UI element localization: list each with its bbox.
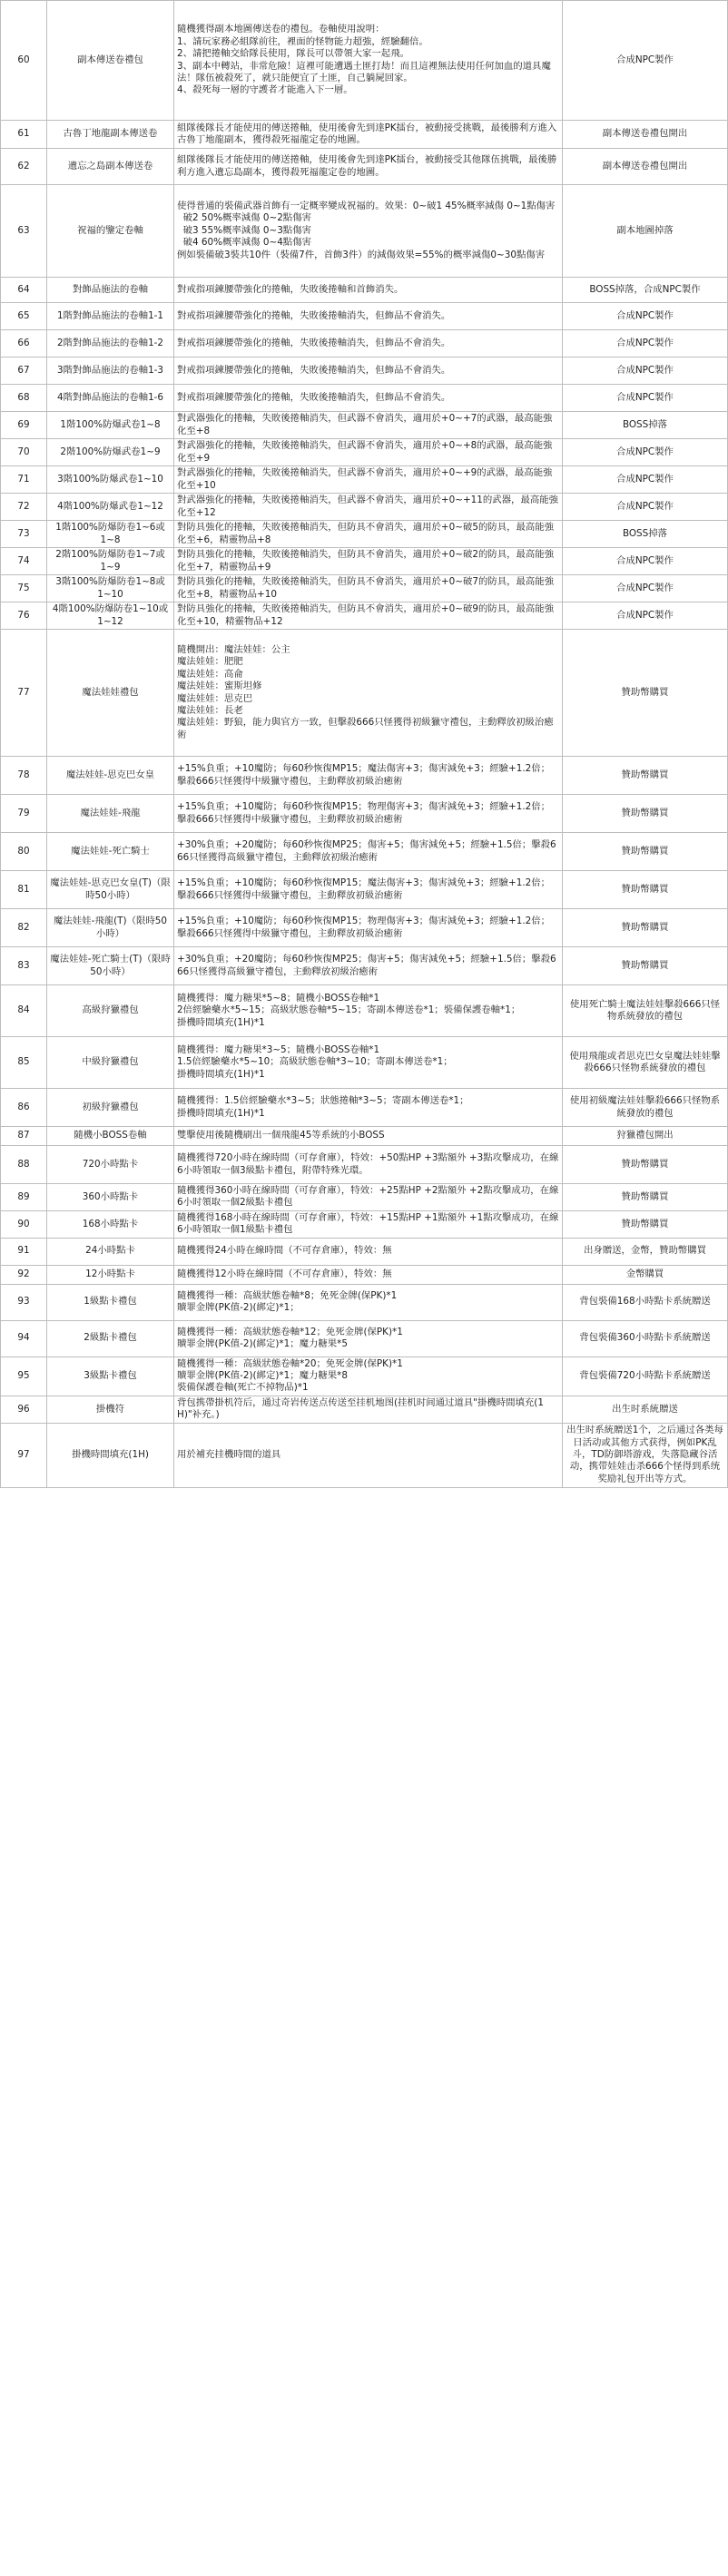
- row-description: 隨機獲得720小時在線時間（可存倉庫），特效：+50點HP +3點額外 +3點攻擊成功，在線6小時領取一個3級點卡禮包，附帶特殊光環。: [174, 1146, 563, 1184]
- row-id: 74: [1, 548, 47, 575]
- table-row: [1, 466, 728, 494]
- table-row: [1, 1357, 728, 1396]
- table-row: [1, 871, 728, 909]
- row-description: 對武器強化的捲軸，失敗後捲軸消失，但武器不會消失，適用於+0~+9的武器，最高能強化至+10: [174, 466, 563, 494]
- row-item-name: 720小時點卡: [47, 1146, 174, 1184]
- row-description: 對武器強化的捲軸，失敗後捲軸消失，但武器不會消失，適用於+0~+11的武器，最高能強化至+12: [174, 494, 563, 521]
- row-id: 92: [1, 1265, 47, 1284]
- row-item-name: 1階對飾品施法的卷軸1-1: [47, 303, 174, 330]
- row-description: 隨機獲得360小時在線時間（可存倉庫），特效：+25點HP +2點額外 +2點攻擊成功，在線6小时領取一個2級點卡禮包: [174, 1184, 563, 1211]
- row-source: 合成NPC製作: [563, 466, 728, 494]
- row-description: +15%負重；+10魔防；每60秒恢復MP15；魔法傷害+3；傷害減免+3；經驗+1.2倍；擊殺666只怪獲得中級獵守禮包，主動釋放初級治癒術: [174, 871, 563, 909]
- row-item-name: 遺忘之島副本傳送卷: [47, 149, 174, 185]
- row-source: 贊助幣購買: [563, 1210, 728, 1238]
- table-row: [1, 521, 728, 548]
- row-item-name: 3級點卡禮包: [47, 1357, 174, 1396]
- row-id: 87: [1, 1127, 47, 1146]
- row-description: 隨機獲得一種：高級狀態卷軸*12；免死金牌(保PK)*1 贖罪金牌(PK值-2)(綁定)*1；魔力糖果*5: [174, 1320, 563, 1357]
- table-row: [1, 1, 728, 121]
- row-description: 隨機獲得一種：高級狀態卷軸*20；免死金牌(保PK)*1 贖罪金牌(PK值-2)(綁定)*1；魔力糖果*8 裝備保護卷軸(死亡不掉物品)*1: [174, 1357, 563, 1396]
- table-row: [1, 1284, 728, 1320]
- row-description: 對戒指項鍊腰帶強化的捲軸，失敗後捲軸消失，但飾品不會消失。: [174, 303, 563, 330]
- row-id: 95: [1, 1357, 47, 1396]
- row-id: 78: [1, 757, 47, 795]
- row-id: 60: [1, 1, 47, 121]
- row-source: 使用飛龍或者思克巴女皇魔法娃娃擊殺666只怪物系統發放的禮包: [563, 1037, 728, 1089]
- row-source: 狩獵禮包開出: [563, 1127, 728, 1146]
- row-description: 雙擊使用後隨機刷出一個飛龍45等系統的小BOSS: [174, 1127, 563, 1146]
- row-description: 對戒指項鍊腰帶強化的捲軸，失敗後捲軸消失，但飾品不會消失。: [174, 385, 563, 412]
- row-id: 70: [1, 439, 47, 466]
- row-source: BOSS掉落，合成NPC製作: [563, 278, 728, 303]
- row-source: 合成NPC製作: [563, 548, 728, 575]
- table-row: [1, 1423, 728, 1487]
- row-item-name: 4階對飾品施法的卷軸1-6: [47, 385, 174, 412]
- row-source: 贊助幣購買: [563, 947, 728, 985]
- row-item-name: 12小時點卡: [47, 1265, 174, 1284]
- row-source: 合成NPC製作: [563, 494, 728, 521]
- row-source: 背包裝備360小時點卡系統贈送: [563, 1320, 728, 1357]
- row-id: 93: [1, 1284, 47, 1320]
- row-description: 背包携帶掛机符后，通过奇岩传送点传送至挂机地图(挂机时间通过道具"掛機時間填充(1H)"补充。): [174, 1396, 563, 1423]
- row-source: BOSS掉落: [563, 412, 728, 439]
- table-row: [1, 1146, 728, 1184]
- row-description: +15%負重；+10魔防；每60秒恢復MP15；魔法傷害+3；傷害減免+3；經驗+1.2倍；擊殺666只怪獲得中級獵守禮包，主動釋放初級治癒術: [174, 757, 563, 795]
- table-row: [1, 985, 728, 1037]
- row-item-name: 魔法娃娃-死亡騎士(T)（限時50小時）: [47, 947, 174, 985]
- row-source: 贊助幣購買: [563, 1146, 728, 1184]
- row-id: 68: [1, 385, 47, 412]
- row-source: 副本傳送卷禮包開出: [563, 149, 728, 185]
- row-item-name: 24小時點卡: [47, 1238, 174, 1265]
- row-item-name: 1階100%防爆防卷1~6或1~8: [47, 521, 174, 548]
- row-item-name: 掛機時間填充(1H): [47, 1423, 174, 1487]
- row-description: 隨機獲得副本地圖傳送卷的禮包。卷軸使用說明： 1、請玩家務必組隊前往，裡面的怪物能力超強，經驗翻倍。 2、請把捲軸交給隊長使用，隊長可以帶領大家一起飛。 3、副本中轉站，非常危險！這裡可能遭遇土匪打劫！而且這裡無法使用任何加血的道具魔法！隊伍被殺死了，就只能便宜了土匪，自己躺屍回家。 4、殺死每一層的守護者才能進入下一層。: [174, 1, 563, 121]
- table-row: [1, 1037, 728, 1089]
- table-row: [1, 795, 728, 833]
- row-id: 75: [1, 575, 47, 602]
- table-row: [1, 1184, 728, 1211]
- table-row: [1, 278, 728, 303]
- row-description: 隨機獲得：魔力糖果*3~5；隨機小BOSS卷軸*1 1.5倍經驗藥水*5~10；高級狀態卷軸*3~10；寄副本傳送卷*1； 掛機時間填充(1H)*1: [174, 1037, 563, 1089]
- row-item-name: 3階100%防爆武卷1~10: [47, 466, 174, 494]
- table-row: [1, 833, 728, 871]
- table-row: [1, 1320, 728, 1357]
- row-source: 副本地圖掉落: [563, 185, 728, 278]
- row-item-name: 初級狩獵禮包: [47, 1089, 174, 1127]
- row-source: 合成NPC製作: [563, 330, 728, 358]
- row-id: 86: [1, 1089, 47, 1127]
- row-item-name: 副本傳送卷禮包: [47, 1, 174, 121]
- table-row: [1, 358, 728, 385]
- row-source: 贊助幣購買: [563, 795, 728, 833]
- row-item-name: 1階100%防爆武卷1~8: [47, 412, 174, 439]
- row-id: 72: [1, 494, 47, 521]
- row-description: 使得普通的裝備武器首飾有一定概率變成祝福的。效果：0~破1 45%概率減傷 0~1點傷害 破2 50%概率減傷 0~2點傷害 破3 55%概率減傷 0~3點傷害 破4 60%概率減傷 0~4點傷害 例如裝備破3裝共10件（裝備7件，首飾3件）的減傷效果=55%的概率減傷0~30點傷害: [174, 185, 563, 278]
- row-description: 用於補充挂機時間的道具: [174, 1423, 563, 1487]
- table-row: [1, 757, 728, 795]
- row-id: 76: [1, 602, 47, 630]
- row-id: 83: [1, 947, 47, 985]
- row-description: 對防具強化的捲軸，失敗後捲軸消失，但防具不會消失，適用於+0~破5的防具，最高能強化至+6，精靈物品+8: [174, 521, 563, 548]
- row-id: 91: [1, 1238, 47, 1265]
- table-row: [1, 412, 728, 439]
- row-description: 組隊後隊長才能使用的傳送捲軸，使用後會先到達PK擂台，被動接受其他隊伍挑戰，最後勝利方進入遺忘島副本，獲得殺死福龍定卷的地圖。: [174, 149, 563, 185]
- row-id: 62: [1, 149, 47, 185]
- row-source: 使用死亡騎士魔法娃娃擊殺666只怪物系統發放的禮包: [563, 985, 728, 1037]
- row-source: 合成NPC製作: [563, 602, 728, 630]
- row-source: BOSS掉落: [563, 521, 728, 548]
- row-item-name: 魔法娃娃-飛龍(T)（限時50小時）: [47, 909, 174, 947]
- table-row: [1, 303, 728, 330]
- row-item-name: 360小時點卡: [47, 1184, 174, 1211]
- row-id: 85: [1, 1037, 47, 1089]
- row-item-name: 高級狩獵禮包: [47, 985, 174, 1037]
- table-row: [1, 185, 728, 278]
- table-row: [1, 494, 728, 521]
- row-item-name: 魔法娃娃-死亡騎士: [47, 833, 174, 871]
- row-id: 63: [1, 185, 47, 278]
- row-id: 82: [1, 909, 47, 947]
- row-id: 94: [1, 1320, 47, 1357]
- row-item-name: 3階100%防爆防卷1~8或1~10: [47, 575, 174, 602]
- row-id: 77: [1, 630, 47, 757]
- row-description: 隨機獲得12小時在線時間（不可存倉庫），特效：無: [174, 1265, 563, 1284]
- row-id: 97: [1, 1423, 47, 1487]
- row-id: 79: [1, 795, 47, 833]
- row-description: 隨機獲得24小時在線時間（不可存倉庫），特效：無: [174, 1238, 563, 1265]
- row-id: 64: [1, 278, 47, 303]
- row-id: 65: [1, 303, 47, 330]
- row-source: 背包裝備168小時點卡系統贈送: [563, 1284, 728, 1320]
- row-id: 81: [1, 871, 47, 909]
- row-source: 合成NPC製作: [563, 439, 728, 466]
- row-description: 對防具強化的捲軸，失敗後捲軸消失，但防具不會消失，適用於+0~破9的防具，最高能強化至+10，精靈物品+12: [174, 602, 563, 630]
- table-row: [1, 575, 728, 602]
- row-source: 贊助幣購買: [563, 871, 728, 909]
- row-description: 隨機開出：魔法娃娃：公主 魔法娃娃：肥肥 魔法娃娃：高侖 魔法娃娃：蜜斯坦修 魔法娃娃：思克巴 魔法娃娃：長老 魔法娃娃：野狼，能力與官方一致，但擊殺666只怪獲得初級獵守禮包，主動釋放初級治癒術: [174, 630, 563, 757]
- table-row: [1, 439, 728, 466]
- table-row: [1, 121, 728, 149]
- table-row: [1, 1210, 728, 1238]
- row-source: 背包裝備720小時點卡系統贈送: [563, 1357, 728, 1396]
- row-source: 出生时系統贈送: [563, 1396, 728, 1423]
- row-source: 合成NPC製作: [563, 385, 728, 412]
- row-description: 隨機獲得一種：高級狀態卷軸*8；免死金牌(保PK)*1 贖罪金牌(PK值-2)(綁定)*1；: [174, 1284, 563, 1320]
- item-table-body: [1, 1, 728, 1488]
- row-description: +30%負重；+20魔防；每60秒恢復MP25；傷害+5；傷害減免+5；經驗+1.5倍；擊殺666只怪獲得高級獵守禮包，主動釋放初級治癒術: [174, 947, 563, 985]
- row-source: 合成NPC製作: [563, 358, 728, 385]
- row-item-name: 3階對飾品施法的卷軸1-3: [47, 358, 174, 385]
- row-item-name: 魔法娃娃禮包: [47, 630, 174, 757]
- row-item-name: 掛機符: [47, 1396, 174, 1423]
- row-description: 對防具強化的捲軸，失敗後捲軸消失，但防具不會消失，適用於+0~破7的防具，最高能強化至+8，精靈物品+10: [174, 575, 563, 602]
- row-id: 69: [1, 412, 47, 439]
- row-id: 90: [1, 1210, 47, 1238]
- table-row: [1, 909, 728, 947]
- row-item-name: 魔法娃娃-飛龍: [47, 795, 174, 833]
- row-id: 84: [1, 985, 47, 1037]
- row-item-name: 1級點卡禮包: [47, 1284, 174, 1320]
- row-item-name: 隨機小BOSS卷軸: [47, 1127, 174, 1146]
- row-item-name: 2階對飾品施法的卷軸1-2: [47, 330, 174, 358]
- row-description: 對戒指項鍊腰帶強化的捲軸，失敗後捲軸消失，但飾品不會消失。: [174, 330, 563, 358]
- table-row: [1, 947, 728, 985]
- row-description: 對戒指項鍊腰帶強化的捲軸，失敗後捲軸和首飾消失。: [174, 278, 563, 303]
- row-description: 隨機獲得：1.5倍經驗藥水*3~5；狀態捲軸*3~5；寄副本傳送卷*1； 掛機時間填充(1H)*1: [174, 1089, 563, 1127]
- table-row: [1, 1089, 728, 1127]
- row-description: 隨機獲得168小時在線時間（可存倉庫），特效：+15點HP +1點額外 +1點攻擊成功，在線6小時領取一個1級點卡禮包: [174, 1210, 563, 1238]
- row-description: 對戒指項鍊腰帶強化的捲軸，失敗後捲軸消失，但飾品不會消失。: [174, 358, 563, 385]
- row-source: 贊助幣購買: [563, 757, 728, 795]
- row-item-name: 168小時點卡: [47, 1210, 174, 1238]
- row-source: 贊助幣購買: [563, 909, 728, 947]
- table-row: [1, 548, 728, 575]
- row-item-name: 魔法娃娃-思克巴女皇(T)（限時50小時）: [47, 871, 174, 909]
- row-item-name: 2級點卡禮包: [47, 1320, 174, 1357]
- row-id: 89: [1, 1184, 47, 1211]
- row-item-name: 古魯丁地龍副本傳送卷: [47, 121, 174, 149]
- row-id: 61: [1, 121, 47, 149]
- row-description: +15%負重；+10魔防；每60秒恢復MP15；物理傷害+3；傷害減免+3；經驗+1.2倍；擊殺666只怪獲得中級獵守禮包，主動釋放初級治癒術: [174, 795, 563, 833]
- row-source: 合成NPC製作: [563, 575, 728, 602]
- row-source: 金幣購買: [563, 1265, 728, 1284]
- row-source: 使用初級魔法娃娃擊殺666只怪物系統發放的禮包: [563, 1089, 728, 1127]
- row-item-name: 4階100%防爆武卷1~12: [47, 494, 174, 521]
- row-description: +15%負重；+10魔防；每60秒恢復MP15；物理傷害+3；傷害減免+3；經驗+1.2倍；擊殺666只怪獲得中級獵守禮包，主動釋放初級治癒術: [174, 909, 563, 947]
- row-item-name: 中級狩獵禮包: [47, 1037, 174, 1089]
- row-id: 80: [1, 833, 47, 871]
- row-description: 隨機獲得：魔力糖果*5~8；隨機小BOSS卷軸*1 2倍經驗藥水*5~15；高級狀態卷軸*5~15；寄副本傳送卷*1；裝備保護卷軸*1； 掛機時間填充(1H)*1: [174, 985, 563, 1037]
- table-row: [1, 330, 728, 358]
- table-row: [1, 1127, 728, 1146]
- table-row: [1, 1238, 728, 1265]
- row-id: 71: [1, 466, 47, 494]
- row-item-name: 2階100%防爆武卷1~9: [47, 439, 174, 466]
- row-id: 67: [1, 358, 47, 385]
- table-row: [1, 1265, 728, 1284]
- row-description: 組隊後隊長才能使用的傳送捲軸，使用後會先到達PK擂台，被動接受挑戰，最後勝利方進入古魯丁地龍副本，獲得殺死福龍定卷的地圖。: [174, 121, 563, 149]
- row-id: 66: [1, 330, 47, 358]
- row-source: 副本傳送卷禮包開出: [563, 121, 728, 149]
- table-row: [1, 149, 728, 185]
- row-source: 贊助幣購買: [563, 630, 728, 757]
- row-source: 贊助幣購買: [563, 1184, 728, 1211]
- row-item-name: 祝福的鑒定卷軸: [47, 185, 174, 278]
- row-description: +30%負重；+20魔防；每60秒恢復MP25；傷害+5；傷害減免+5；經驗+1.5倍；擊殺666只怪獲得高級獵守禮包，主動釋放初級治癒術: [174, 833, 563, 871]
- row-item-name: 魔法娃娃-思克巴女皇: [47, 757, 174, 795]
- row-source: 出生时系統贈送1个，之后通过各类每日活动或其他方式获得，例如PK乱斗，TD防御塔游戏，失落隐藏谷活动，携带娃娃击杀666个怪得到系统奖励礼包开出等方式。: [563, 1423, 728, 1487]
- row-source: 出身贈送，金幣，贊助幣購買: [563, 1238, 728, 1265]
- table-row: [1, 385, 728, 412]
- row-item-name: 4階100%防爆防卷1~10或1~12: [47, 602, 174, 630]
- row-item-name: 2階100%防爆防卷1~7或1~9: [47, 548, 174, 575]
- row-description: 對武器強化的捲軸，失敗後捲軸消失，但武器不會消失，適用於+0~+8的武器，最高能強化至+9: [174, 439, 563, 466]
- row-source: 贊助幣購買: [563, 833, 728, 871]
- row-source: 合成NPC製作: [563, 1, 728, 121]
- table-row: [1, 1396, 728, 1423]
- row-description: 對武器強化的捲軸，失敗後捲軸消失，但武器不會消失，適用於+0~+7的武器，最高能強化至+8: [174, 412, 563, 439]
- table-row: [1, 602, 728, 630]
- row-item-name: 對飾品施法的卷軸: [47, 278, 174, 303]
- row-id: 88: [1, 1146, 47, 1184]
- row-id: 73: [1, 521, 47, 548]
- row-description: 對防具強化的捲軸，失敗後捲軸消失，但防具不會消失，適用於+0~破2的防具，最高能強化至+7，精靈物品+9: [174, 548, 563, 575]
- row-id: 96: [1, 1396, 47, 1423]
- table-row: [1, 630, 728, 757]
- row-source: 合成NPC製作: [563, 303, 728, 330]
